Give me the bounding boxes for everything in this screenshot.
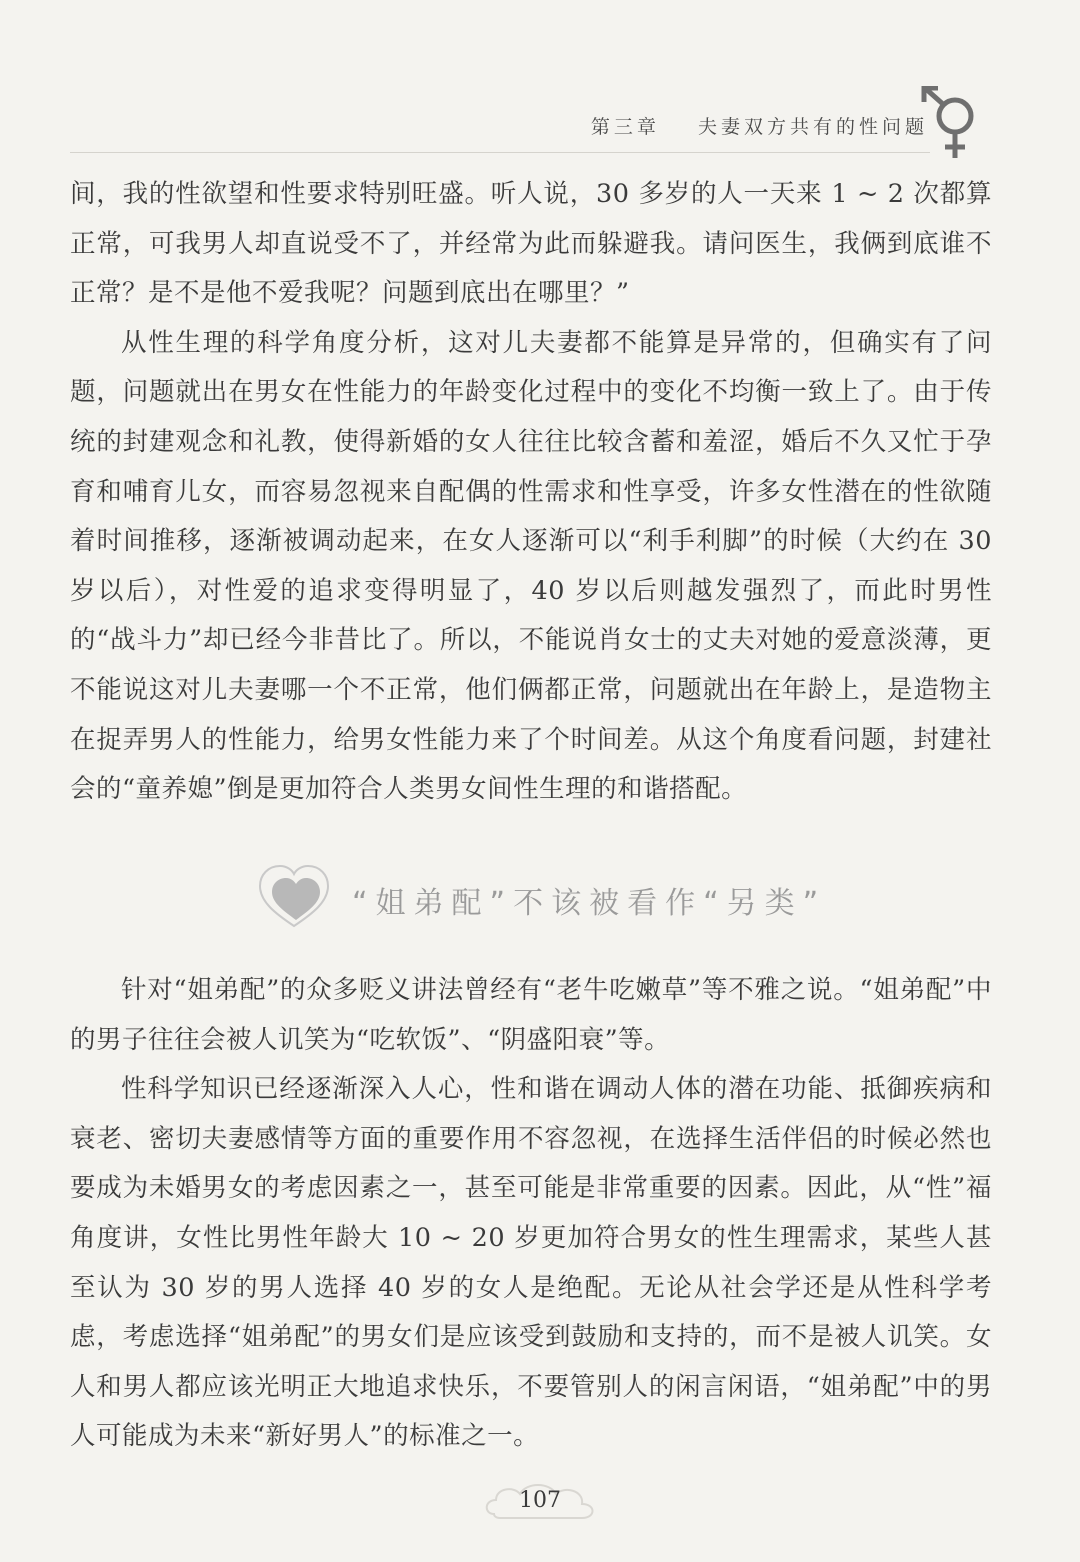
header-rule	[70, 152, 930, 153]
body-text-top	[70, 170, 992, 815]
paragraph: 性科学知识已经逐渐深入人心，性和谐在调动人体的潜在功能、抵御疾病和衰老、密切夫妻感情等方面的重要作用不容忽视，在选择生活伴侣的时候必然也要成为未婚男女的考虑因素之一，甚至可能是非常重要的因素。因此，从“性”福角度讲，女性比男性年龄大 10 ~ 20 岁更加符合男女的性生理需求，某些人甚至认为 30 岁的男人选择 40 岁的女人是绝配。无论从社会学还是从性科学考虑，考虑选择“姐弟配”的男女们是应该受到鼓励和支持的，而不是被人讥笑。女人和男人都应该光明正大地追求快乐，不要管别人的闲言闲语，“姐弟配”中的男人可能成为未来“新好男人”的标准之一。	[70, 1074, 992, 1452]
section-heading	[256, 858, 836, 938]
chapter-label: 第三章	[590, 116, 660, 138]
heart-icon	[256, 858, 332, 930]
chapter-title: 夫妻双方共有的性问题	[697, 116, 928, 138]
body-text-bottom	[70, 966, 992, 1462]
gender-symbol-icon	[920, 86, 990, 160]
section-title: “姐弟配”不该被看作“另类”	[352, 886, 827, 921]
paragraph: 从性生理的科学角度分析，这对儿夫妻都不能算是异常的，但确实有了问题，问题就出在男女在性能力的年龄变化过程中的变化不均衡一致上了。由于传统的封建观念和礼教，使得新婚的女人往往比较含蓄和羞涩，婚后不久又忙于孕育和哺育儿女，而容易忽视来自配偶的性需求和性享受，许多女性潜在的性欲随着时间推移，逐渐被调动起来，在女人逐渐可以“利手利脚”的时候（大约在 30 岁以后），对性爱的追求变得明显了，40 岁以后则越发强烈了，而此时男性的“战斗力”却已经今非昔比了。所以，不能说肖女士的丈夫对她的爱意淡薄，更不能说这对儿夫妻哪一个不正常，他们俩都正常，问题就出在年龄上，是造物主在捉弄男人的性能力，给男女性能力来了个时间差。从这个角度看问题，封建社会的“童养媳”倒是更加符合人类男女间性生理的和谐搭配。	[70, 327, 992, 805]
page-footer	[480, 1478, 600, 1526]
page-number: 107	[519, 1488, 561, 1513]
running-header	[591, 112, 928, 139]
paragraph: 针对“姐弟配”的众多贬义讲法曾经有“老牛吃嫩草”等不雅之说。“姐弟配”中的男子往往会被人讥笑为“吃软饭”、“阴盛阳衰”等。	[70, 975, 992, 1055]
paragraph: 间，我的性欲望和性要求特别旺盛。听人说，30 多岁的人一天来 1 ~ 2 次都算正常，可我男人却直说受不了，并经常为此而躲避我。请问医生，我俩到底谁不正常？是不是他不爱我呢？问题到底出在哪里？”	[70, 179, 992, 309]
